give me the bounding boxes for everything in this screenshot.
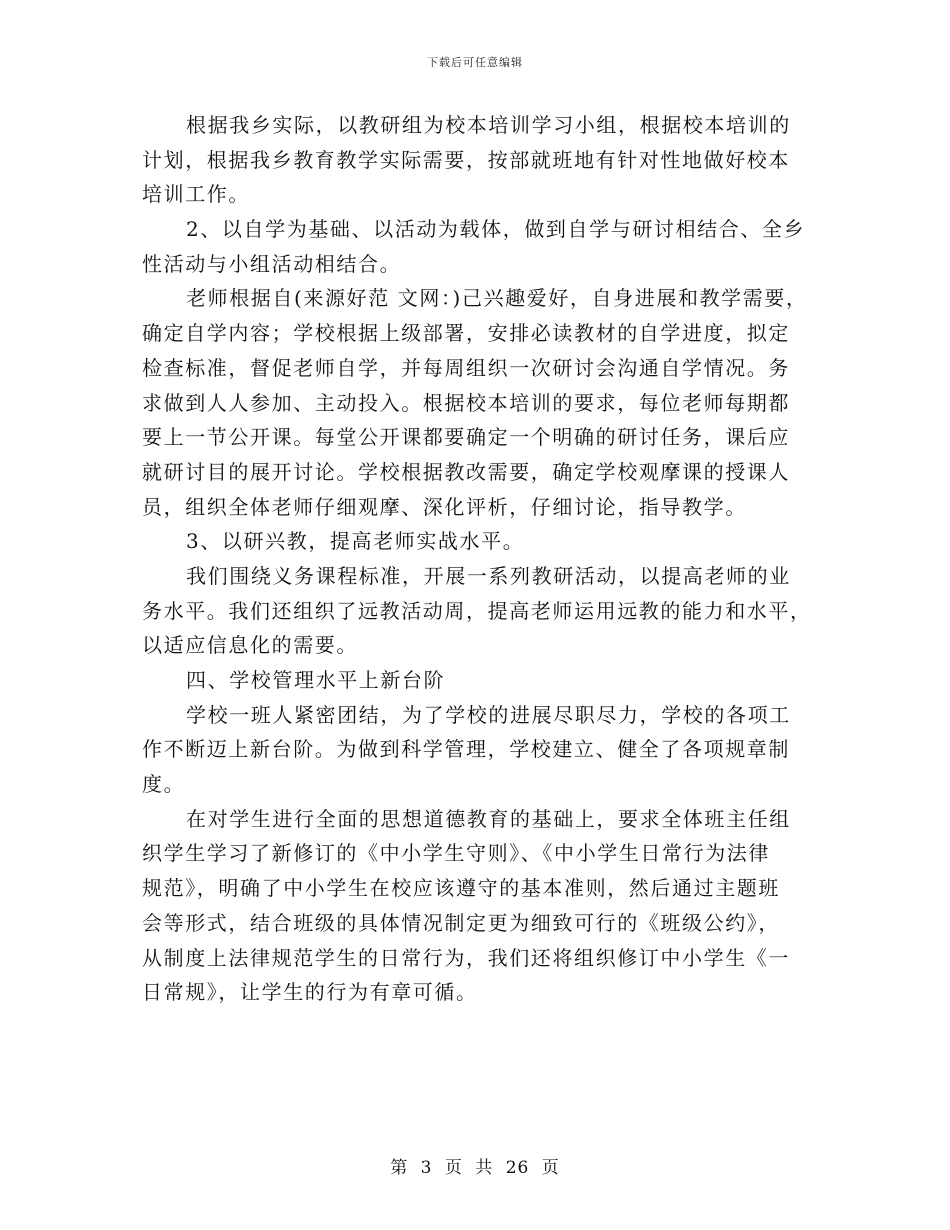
paragraph-line: 我们围绕义务课程标准，开展一系列教研活动，以提高老师的业: [186, 563, 791, 588]
page-number: 第 3 页 共 26 页: [390, 1158, 560, 1178]
paragraph-line: 学校一班人紧密团结，为了学校的进展尽职尽力，学校的各项工: [186, 702, 791, 727]
page-header: 下载后可任意编辑: [427, 56, 523, 69]
paragraph-line: 确定自学内容；学校根据上级部署，安排必读教材的自学进度，拟定: [142, 321, 790, 346]
paragraph-line: 以适应信息化的需要。: [142, 633, 358, 658]
paragraph-line: 务水平。我们还组织了远教活动周，提高老师运用远教的能力和水平，: [142, 598, 812, 623]
section-heading: 四、学校管理水平上新台阶: [186, 668, 446, 692]
paragraph-line: 根据我乡实际，以教研组为校本培训学习小组，根据校本培训的: [186, 113, 791, 137]
paragraph-line: 就研讨目的展开讨论。学校根据教改需要，确定学校观摩课的授课人: [142, 459, 790, 484]
paragraph-line: 织学生学习了新修订的《中小学生守则》、《中小学生日常行为法律: [142, 841, 770, 866]
paragraph-line: 作不断迈上新台阶。为做到科学管理，学校建立、健全了各项规章制: [142, 737, 790, 762]
paragraph-line: 度。: [142, 772, 186, 797]
paragraph-line: 培训工作。: [142, 182, 250, 207]
paragraph-line: 在对学生进行全面的思想道德教育的基础上，要求全体班主任组: [186, 806, 791, 831]
paragraph-line: 规范》，明确了中小学生在校应该遵守的基本准则，然后通过主题班: [142, 876, 780, 901]
paragraph-line: 检查标准，督促老师自学，并每周组织一次研讨会沟通自学情况。务: [142, 355, 790, 380]
paragraph-line: 3、以研兴教，提高老师实战水平。: [186, 529, 525, 554]
paragraph-line: 会等形式，结合班级的具体情况制定更为细致可行的《班级公约》，: [142, 910, 780, 935]
paragraph-line: 性活动与小组活动相结合。: [142, 251, 402, 276]
paragraph-line: 日常规》，让学生的行为有章可循。: [142, 980, 478, 1005]
paragraph-line: 老师根据自(来源好范 文网：)己兴趣爱好，自身进展和教学需要，: [186, 286, 808, 311]
paragraph-line: 2、以自学为基础、以活动为载体，做到自学与研讨相结合、全乡: [186, 217, 806, 242]
paragraph-line: 从制度上法律规范学生的日常行为，我们还将组织修订中小学生《一: [142, 945, 790, 970]
paragraph-line: 员，组织全体老师仔细观摩、深化评析，仔细讨论，指导教学。: [142, 494, 747, 519]
document-body: [142, 108, 822, 1010]
paragraph-line: 要上一节公开课。每堂公开课都要确定一个明确的研讨任务，课后应: [142, 425, 790, 450]
paragraph-line: 计划，根据我乡教育教学实际需要，按部就班地有针对性地做好校本: [142, 147, 790, 172]
paragraph-line: 求做到人人参加、主动投入。根据校本培训的要求，每位老师每期都: [142, 390, 790, 415]
